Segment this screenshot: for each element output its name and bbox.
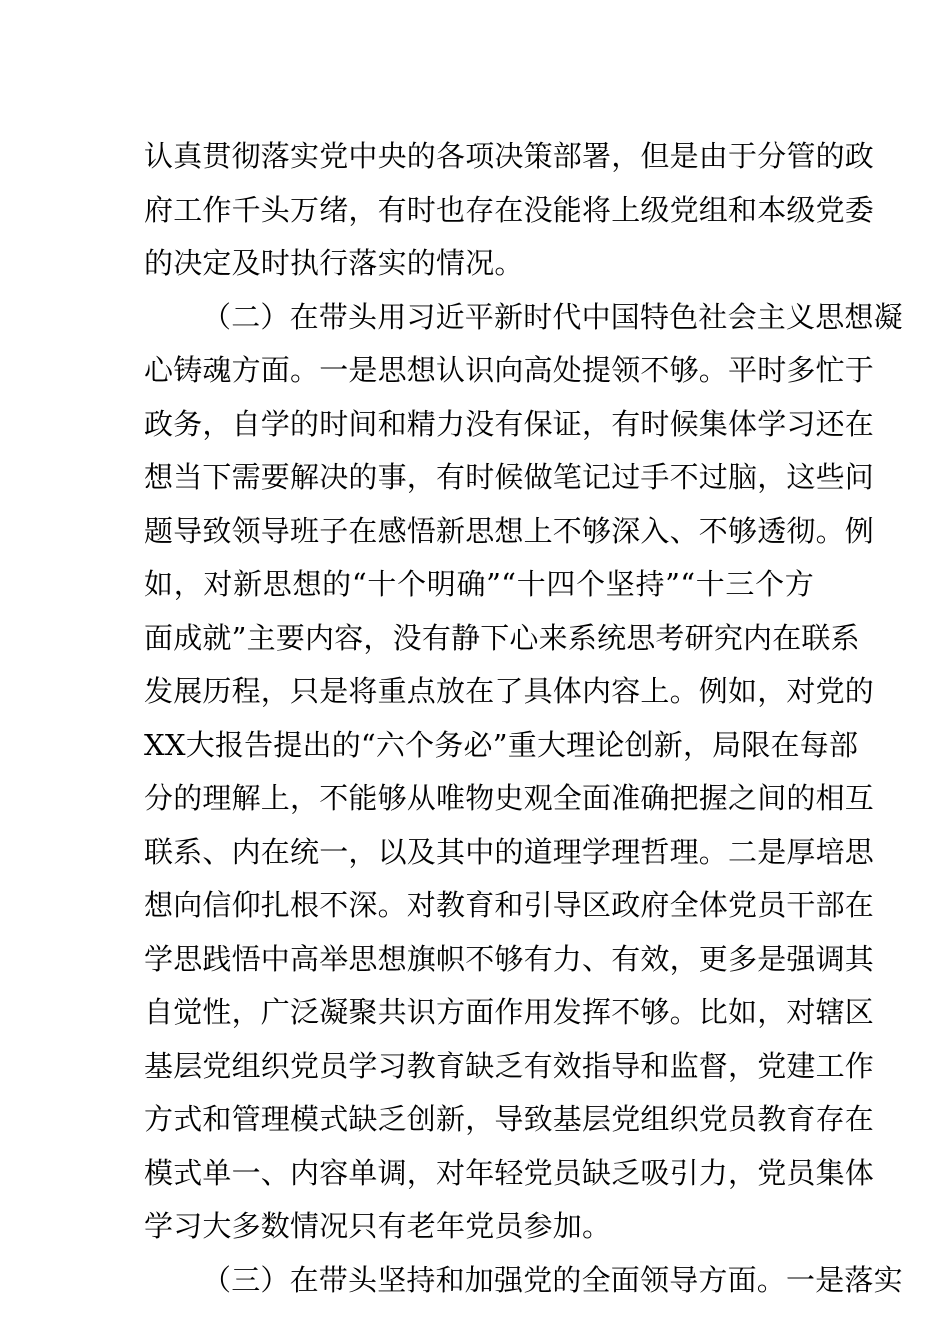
text-line: 联系、内在统一，以及其中的道理学理哲理。二是厚培思 — [144, 834, 875, 869]
text-line: 发展历程，只是将重点放在了具体内容上。例如，对党的 — [144, 674, 875, 708]
body-text — [144, 130, 903, 1307]
section-heading-line: （二）在带头用习近平新时代中国特色社会主义思想凝 — [202, 299, 903, 334]
text-line: 模式单一、内容单调，对年轻党员缺乏吸引力，党员集体 — [144, 1155, 875, 1190]
text-line: 学习大多数情况只有老年党员参加。 — [144, 1209, 612, 1243]
section-heading-line: （三）在带头坚持和加强党的全面领导方面。一是落实 — [202, 1262, 903, 1297]
text-line: 府工作千头万绪，有时也存在没能将上级党组和本级党委 — [144, 192, 875, 227]
text-line: 想向信仰扎根不深。对教育和引导区政府全体党员干部在 — [144, 888, 875, 922]
text-line: 政务，自学的时间和精力没有保证，有时候集体学习还在 — [144, 406, 875, 441]
text-line: 方式和管理模式缺乏创新，导致基层党组织党员教育存在 — [144, 1102, 875, 1136]
text-line: 面成就”主要内容，没有静下心来系统思考研究内在联系 — [144, 620, 860, 655]
text-line: 认真贯彻落实党中央的各项决策部署，但是由于分管的政 — [144, 139, 875, 173]
text-line: 基层党组织党员学习教育缺乏有效指导和监督，党建工作 — [144, 1048, 875, 1083]
text-line: 分的理解上，不能够从唯物史观全面准确把握之间的相互 — [144, 781, 875, 815]
text-line: 的决定及时执行落实的情况。 — [144, 246, 524, 280]
text-line: 学思践悟中高举思想旗帜不够有力、有效，更多是强调其 — [144, 941, 875, 976]
text-line: 自觉性，广泛凝聚共识方面作用发挥不够。比如，对辖区 — [144, 995, 875, 1029]
text-line: XX大报告提出的“六个务必”重大理论创新，局限在每部 — [144, 727, 859, 762]
text-line: 题导致领导班子在感悟新思想上不够深入、不够透彻。例 — [144, 513, 875, 548]
text-line: 心铸魂方面。一是思想认识向高处提领不够。平时多忙于 — [144, 353, 875, 387]
text-line: 如，对新思想的“十个明确”“十四个坚持”“十三个方 — [144, 567, 814, 601]
text-line: 想当下需要解决的事，有时候做笔记过手不过脑，这些问 — [144, 460, 875, 494]
